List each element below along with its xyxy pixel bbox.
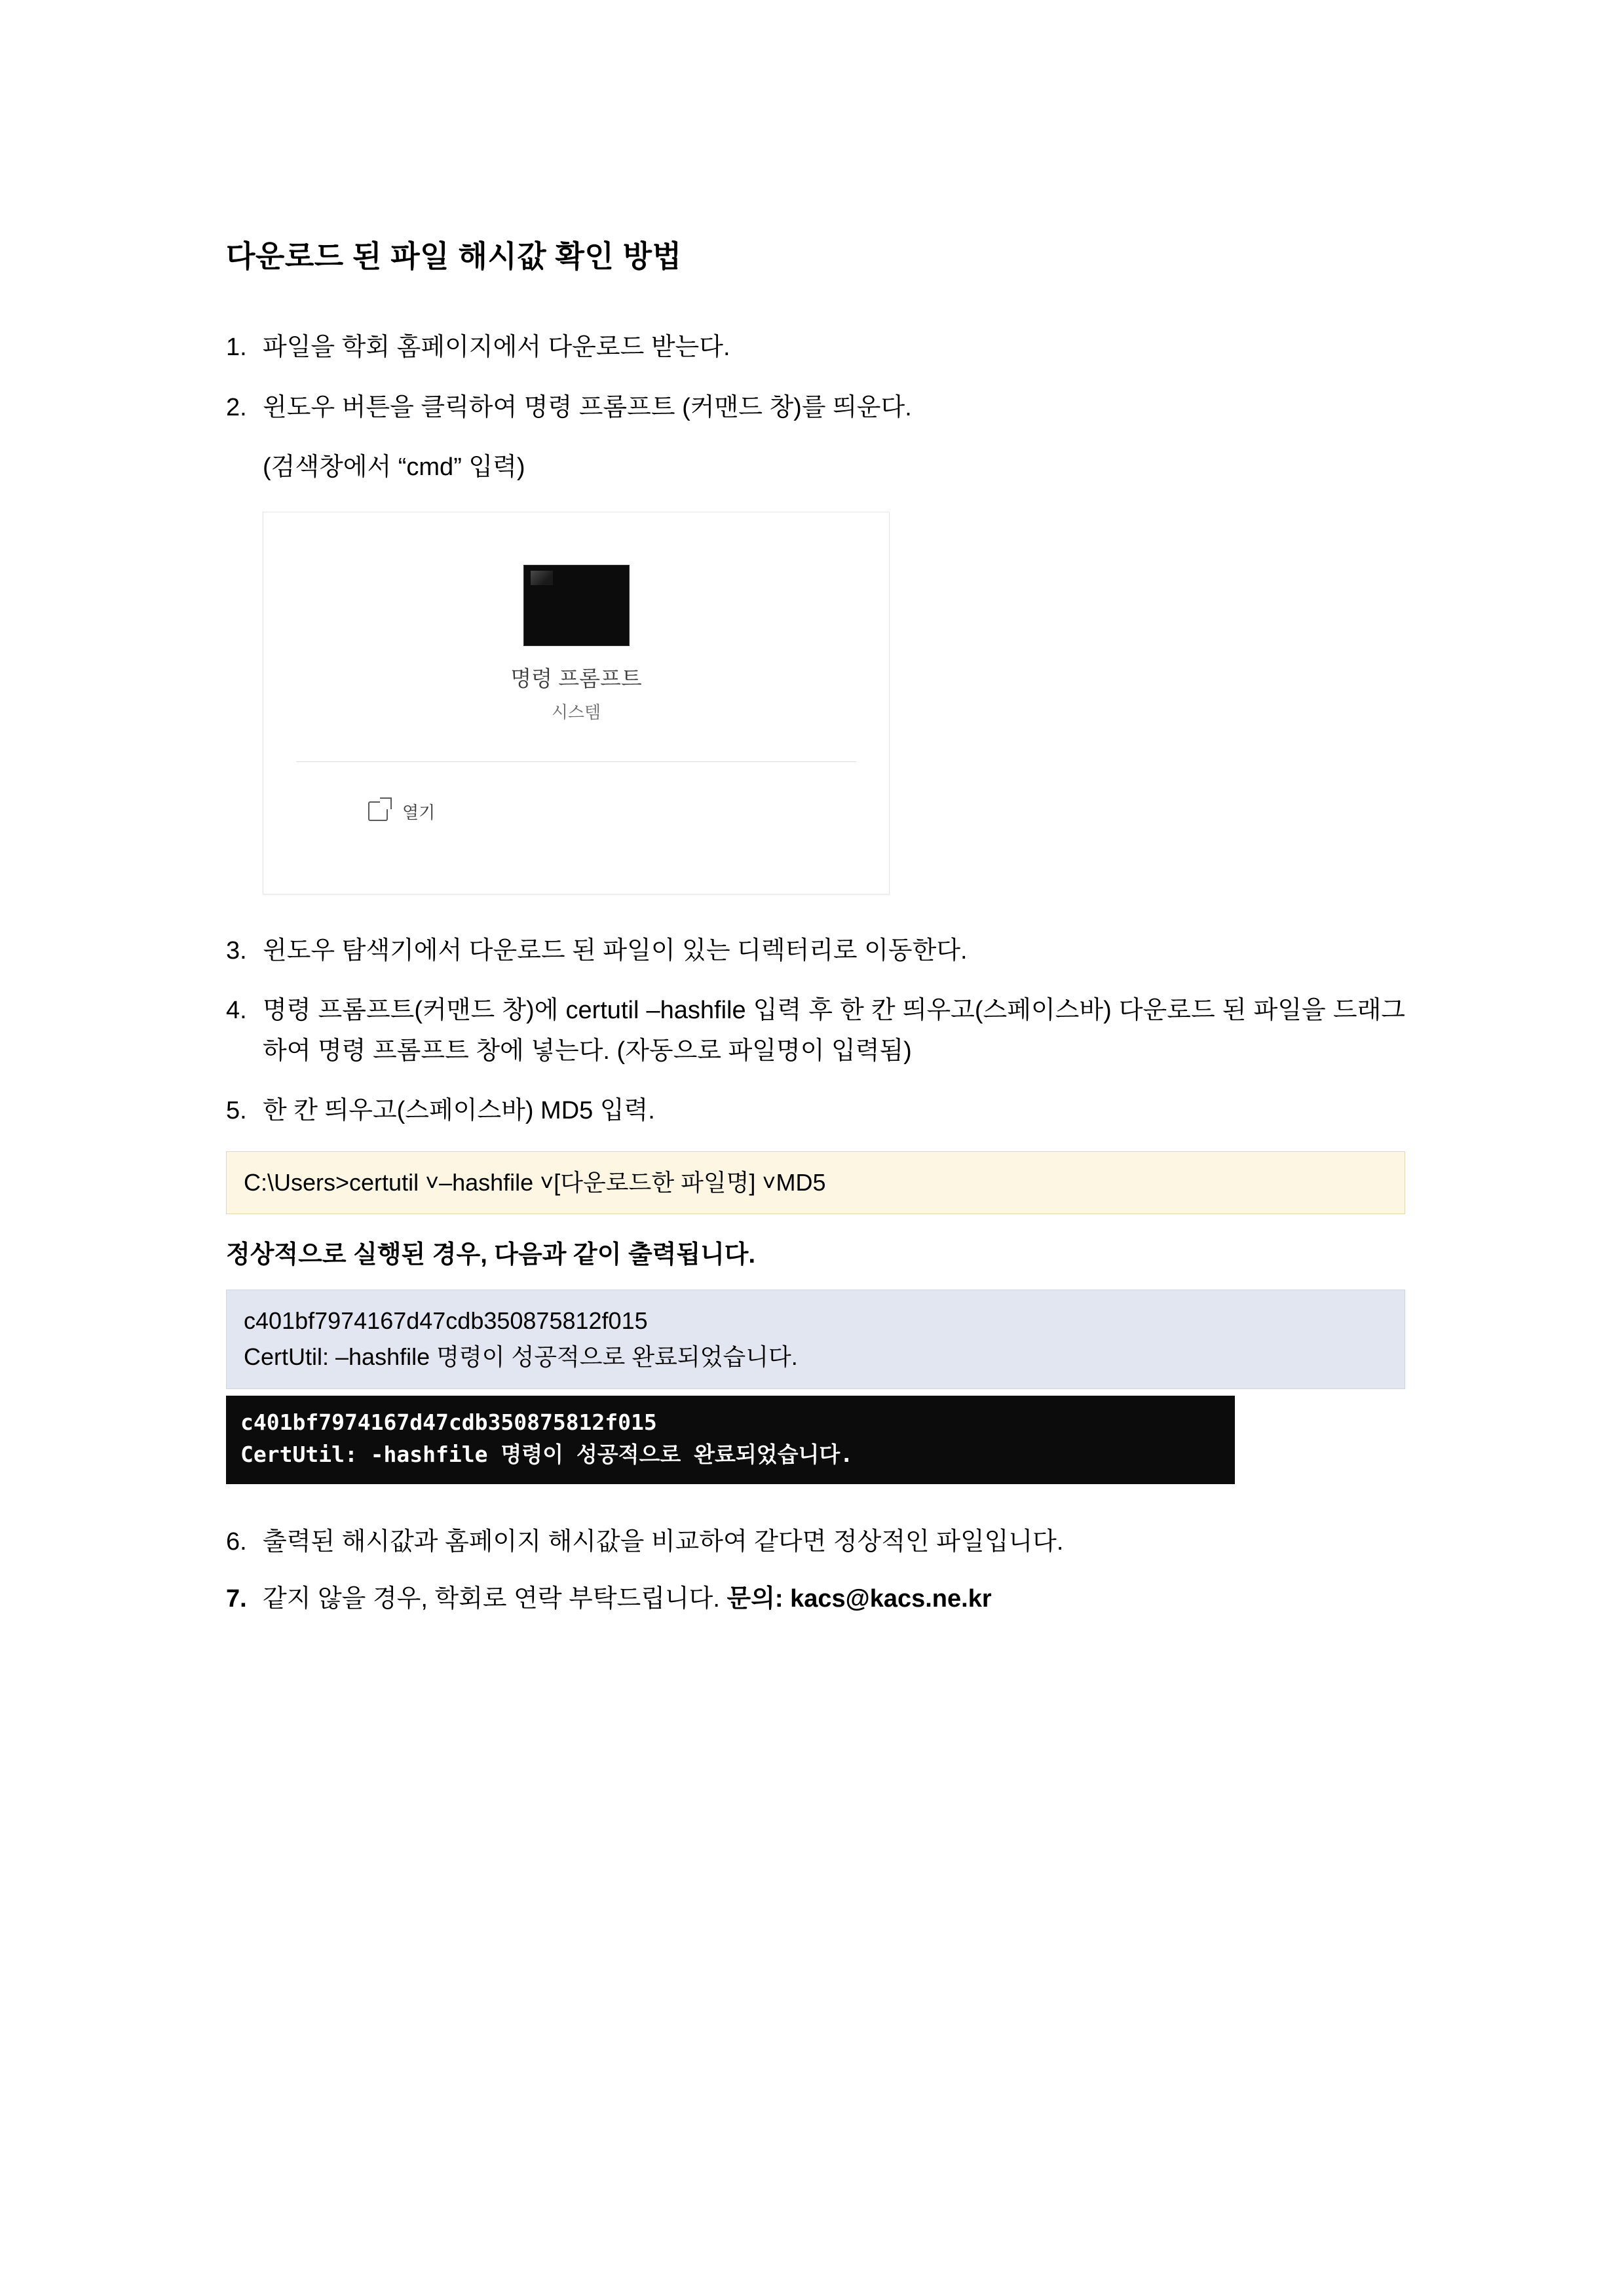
output-code-block: [226, 1290, 1405, 1388]
terminal-line-hash: c401bf7974167d47cdb350875812f015: [240, 1409, 657, 1435]
divider: [296, 761, 856, 762]
step-text: 명령 프롬프트(커맨드 창)에 certutil –hashfile 입력 후 한 칸 띄우고(스페이스바) 다운로드 된 파일을 드래그하여 명령 프롬프트 창에 넣는다. (자동으로 파일명이 입력됨): [263, 997, 1405, 1065]
contact-email: 문의: kacs@kacs.ne.kr: [727, 1585, 992, 1613]
step-number: 5.: [226, 1097, 247, 1125]
step-number: 7.: [226, 1585, 247, 1613]
list-item: [226, 388, 1405, 429]
step2-note: (검색창에서 “cmd” 입력): [263, 453, 525, 482]
step-number: 4.: [226, 997, 247, 1025]
step-text: 윈도우 탐색기에서 다운로드 된 파일이 있는 디렉터리로 이동한다.: [263, 936, 968, 965]
open-label: 열기: [402, 802, 436, 822]
page-title: 다운로드 된 파일 해시값 확인 방법: [226, 239, 682, 273]
step-number: 1.: [226, 334, 247, 362]
command-prompt-icon: [523, 565, 630, 646]
list-item: [226, 1522, 1405, 1563]
step-number: 2.: [226, 393, 247, 421]
search-result-screenshot: [263, 512, 890, 894]
search-result-app-category: 시스템: [551, 702, 601, 722]
list-item: [226, 1091, 1405, 1132]
success-heading: 정상적으로 실행된 경우, 다음과 같이 출력됩니다.: [226, 1241, 756, 1269]
terminal-screenshot: [226, 1396, 1235, 1484]
output-line-message: CertUtil: –hashfile 명령이 성공적으로 완료되었습니다.: [244, 1343, 798, 1371]
step-text: 윈도우 버튼을 클릭하여 명령 프롬프트 (커맨드 창)를 띄운다.: [263, 393, 912, 421]
command-code-block: C:\Users>certutil ˅–hashfile ˅[다운로드한 파일명] ˅MD5: [226, 1151, 1405, 1214]
step-text-plain: 같지 않을 경우, 학회로 연락 부탁드립니다.: [263, 1585, 727, 1613]
terminal-line-message: CertUtil: -hashfile 명령이 성공적으로 완료되었습니다.: [240, 1442, 854, 1468]
search-result-app-name: 명령 프롬프트: [510, 666, 642, 691]
step-number: 3.: [226, 936, 247, 965]
tail-steps: [226, 1522, 1405, 1620]
list-item: [226, 931, 1405, 972]
step-text: 출력된 해시값과 홈페이지 해시값을 비교하여 같다면 정상적인 파일입니다.: [263, 1527, 1064, 1556]
list-item: [226, 1579, 1405, 1620]
output-line-hash: c401bf7974167d47cdb350875812f015: [244, 1307, 648, 1335]
list-item: [226, 991, 1405, 1071]
step-text: [263, 1579, 1405, 1620]
document-body: [226, 236, 1405, 1637]
list-item: [226, 328, 1405, 368]
external-link-icon: [368, 801, 388, 821]
open-action-row[interactable]: [368, 799, 435, 824]
step-text: 한 칸 띄우고(스페이스바) MD5 입력.: [263, 1097, 655, 1125]
step-number: 6.: [226, 1527, 247, 1556]
step-text: 파일을 학회 홈페이지에서 다운로드 받는다.: [263, 334, 730, 362]
